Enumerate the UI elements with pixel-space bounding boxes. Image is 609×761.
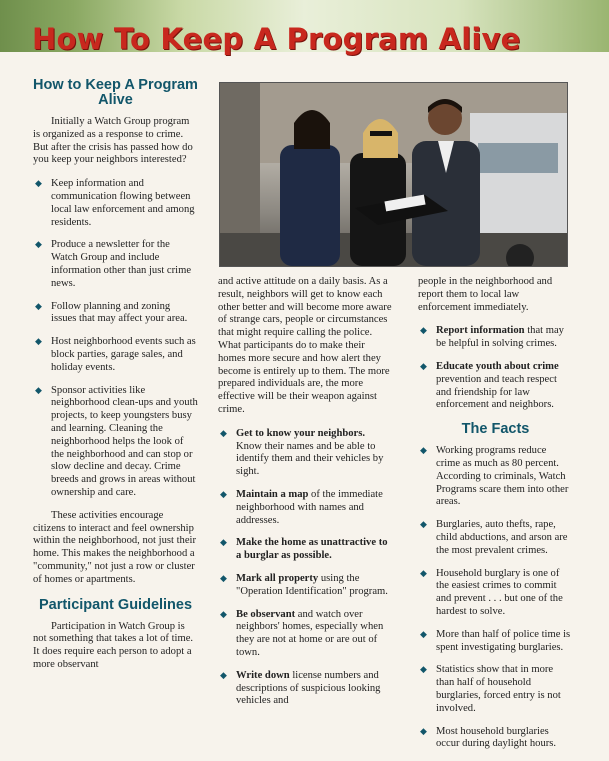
diamond-bullet-icon: ◆	[420, 665, 427, 676]
list-item: ◆ Report information that may be helpful in solving crimes.	[420, 325, 564, 350]
diamond-bullet-icon: ◆	[420, 326, 427, 337]
diamond-bullet-icon: ◆	[420, 726, 427, 737]
column-left	[33, 78, 198, 683]
diamond-bullet-icon: ◆	[220, 573, 227, 584]
diamond-bullet-icon: ◆	[35, 179, 42, 190]
list-item: ◆ Maintain a map of the immediate neighborhood with names and addresses.	[220, 488, 383, 526]
diamond-bullet-icon: ◆	[220, 609, 227, 620]
list-item: ◆ Sponsor activities like neighborhood clean-ups and youth projects, to keep youngsters busy and learning. Cleaning the neighborhood helps the look of the neighborhood and can stop or slow decline and decay. Crime breeds and grows in areas without ownership and care.	[35, 384, 198, 498]
column-right	[418, 276, 573, 761]
list-item: ◆ Host neighborhood events such as block parties, garage sales, and holiday events.	[35, 336, 196, 373]
participant-actions-list	[218, 428, 393, 708]
diamond-bullet-icon: ◆	[35, 337, 42, 348]
list-item: ◆ Be observant and watch over neighbors' homes, especially when they are not at home or are out of town.	[220, 608, 384, 658]
list-item: ◆ Educate youth about crime prevention and teach respect and friendship for law enforcement and neighbors.	[420, 360, 559, 411]
list-item: ◆ Make the home as unattractive to a burglar as possible.	[220, 537, 388, 562]
facts-list	[418, 445, 573, 751]
list-item: ◆ Produce a newsletter for the Watch Group and include information other than just crime news.	[35, 239, 192, 289]
diamond-bullet-icon: ◆	[420, 361, 427, 372]
community-paragraph: These activities encourage citizens to interact and feel ownership within the neighborhood, not just their home. This makes the neighborhood a "community," not just a row or cluster of homes or apartments.	[33, 509, 197, 585]
diamond-bullet-icon: ◆	[220, 428, 227, 439]
list-item: ◆ Burglaries, auto thefts, rape, child abductions, and arson are the most prevalent crimes.	[420, 519, 568, 556]
section-heading-keep-alive: How to Keep A Program Alive	[33, 77, 198, 108]
list-item: ◆ Statistics show that in more than half of household burglaries, forced entry is not involved.	[420, 664, 561, 714]
list-item: ◆ Mark all property using the "Operation Identification" program.	[220, 572, 388, 597]
guidelines-paragraph: Participation in Watch Group is not something that takes a lot of time. It does require each person to adopt a more observant	[33, 620, 194, 670]
diamond-bullet-icon: ◆	[220, 489, 227, 500]
page-title: How To Keep A Program Alive	[32, 22, 521, 56]
list-item: ◆ Working programs reduce crime as much as 80 percent. According to criminals, Watch Programs scare them into other areas.	[420, 445, 569, 508]
list-item: ◆ Keep information and communication flowing between local law enforcement and among residents.	[35, 178, 195, 228]
attitude-paragraph: and active attitude on a daily basis. As a result, neighbors will get to know each other better and will become more aware of strange cars, people or circumstances that might require calling the police. What participants do to make their homes more secure and how alert they become is entirely up to them. The more prepared individuals are, the more effective will be their weapon against crime.	[218, 276, 392, 415]
list-item: ◆ More than half of police time is spent investigating burglaries.	[420, 628, 571, 653]
list-item: ◆ Write down license numbers and descriptions of suspicious looking vehicles and	[220, 669, 381, 707]
report-paragraph: people in the neighborhood and report them to local law enforcement immediately.	[418, 276, 553, 313]
diamond-bullet-icon: ◆	[35, 385, 42, 396]
diamond-bullet-icon: ◆	[35, 301, 42, 312]
list-item: ◆ Get to know your neighbors. Know their names and be able to identify them and their vehicles by sight.	[220, 427, 384, 478]
diamond-bullet-icon: ◆	[220, 538, 227, 549]
diamond-bullet-icon: ◆	[420, 629, 427, 640]
section-heading-the-facts: The Facts	[461, 421, 530, 438]
list-item: ◆ Household burglary is one of the easiest crimes to commit and prevent . . . but one of the hardest to solve.	[420, 567, 563, 617]
list-item: ◆ Follow planning and zoning issues that may affect your area.	[35, 300, 188, 325]
diamond-bullet-icon: ◆	[220, 670, 227, 681]
column-middle	[218, 276, 393, 718]
intro-paragraph: Initially a Watch Group program is organized as a response to crime. But after the crisis has passed how do you keep your neighbors interested?	[33, 116, 193, 166]
list-item: ◆ Most household burglaries occur during daylight hours.	[420, 725, 557, 750]
diamond-bullet-icon: ◆	[420, 446, 427, 457]
section-heading-participant-guidelines: Participant Guidelines	[38, 596, 193, 613]
diamond-bullet-icon: ◆	[420, 568, 427, 579]
three-people-meeting-image	[219, 82, 568, 267]
diamond-bullet-icon: ◆	[35, 240, 42, 251]
keep-alive-list	[33, 178, 198, 500]
diamond-bullet-icon: ◆	[420, 520, 427, 531]
participant-actions-list-continued	[418, 325, 573, 412]
